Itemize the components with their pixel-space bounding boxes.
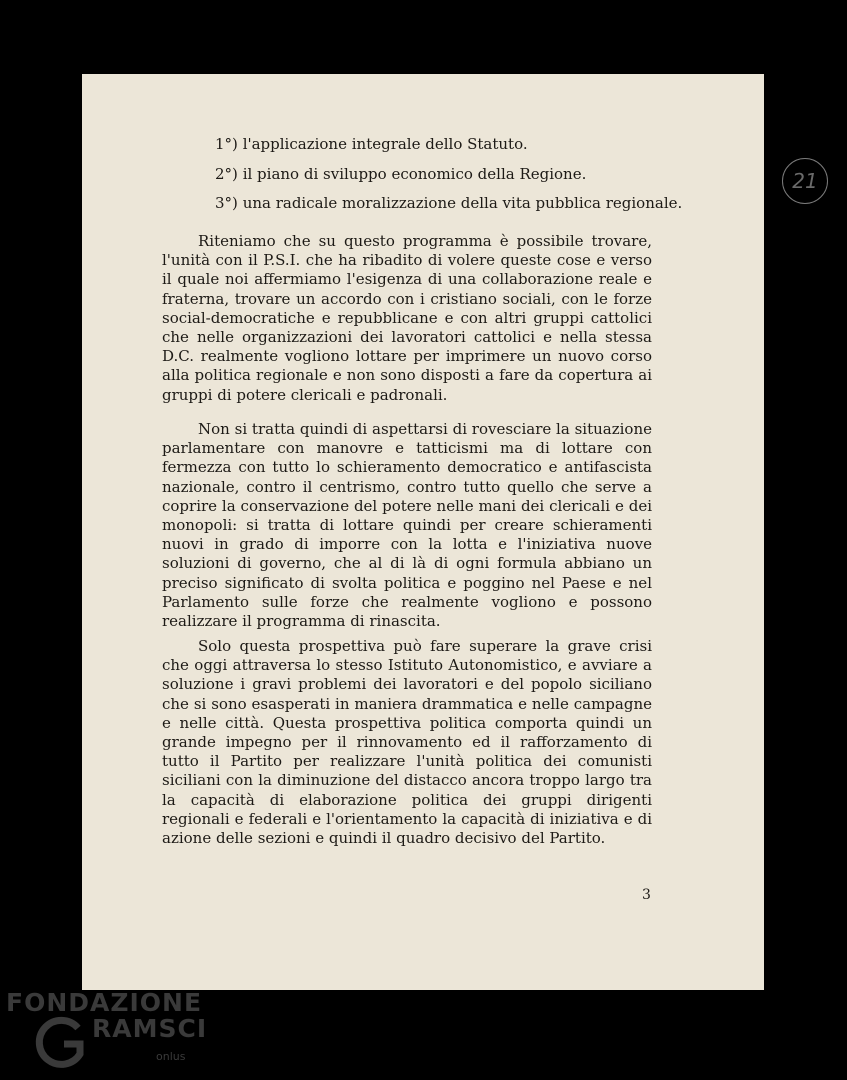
list-item-text: il piano di sviluppo economico della Regione. (242, 165, 587, 183)
paragraph-2: Non si tratta quindi di aspettarsi di rovesciare la situazione parlamentare con manovre e tatticismi ma di lottare con fermezza con tutto lo schieramento democratico e antifascista nazionale, contro il centrismo, contro tutto quello che serve a coprire la conservazione del potere nelle mani dei clericali e dei monopoli: si tratta di lottare quindi per creare schieramenti nuovi in grado di imporre con la lotta e l'iniziativa nuove soluzioni di governo, che al di là di ogni formula abbiano un preciso significato di svolta politica e poggino nel Paese e nel Parlamento sulle forze che realmente vogliono e possono realizzare il programma di rinascita. (162, 420, 652, 631)
list-item-1 (215, 134, 715, 154)
paragraph-1: Riteniamo che su questo programma è possibile trovare, l'unità con il P.S.I. che ha ribadito di volere queste cose e verso il quale noi affermiamo l'esigenza di una collaborazione reale e fraterna, trovare un accordo con i cristiano sociali, con le forze social-democratiche e repubblicane e con altri gruppi cattolici che nelle organizzazioni dei lavoratori cattolici e nella stessa D.C. realmente vogliono lottare per imprimere un nuovo corso alla politica regionale e non sono disposti a fare da copertura ai gruppi di potere clericali e padronali. (162, 232, 652, 404)
list-item-3 (215, 194, 687, 213)
list-item-text: una radicale moralizzazione della vita pubblica regionale. (242, 194, 683, 212)
logo-line1: FONDAZIONE (6, 988, 203, 1017)
list-item-number: 2°) (215, 165, 238, 183)
gramsci-g-icon (34, 1014, 90, 1070)
logo-subtitle: onlus (156, 1050, 186, 1063)
paragraph-3: Solo questa prospettiva può fare superare la grave crisi che oggi attraversa lo stesso Istituto Autonomistico, e avviare a soluzione i gravi problemi dei lavoratori e del popolo siciliano che si sono esasperati in maniera drammatica e nelle campagne e nelle città. Questa prospettiva politica comporta quindi un grande impegno per il rinnovamento ed il rafforzamento di tutto il Partito per realizzare l'unità politica dei comunisti siciliani con la diminuzione del distacco ancora troppo largo tra la capacità di elaborazione politica dei gruppi dirigenti regionali e federali e l'orientamento la capacità di iniziativa e di azione delle sezioni e quindi il quadro decisivo del Partito. (162, 637, 652, 848)
page-folio: 3 (642, 887, 651, 903)
logo-line2: RAMSCI (92, 1014, 208, 1043)
list-item-number: 1°) (215, 135, 238, 153)
list-item-number: 3°) (215, 194, 238, 212)
document-page (82, 74, 818, 990)
fondazione-gramsci-logo (6, 988, 226, 1078)
list-item-text: l'applicazione integrale dello Statuto. (242, 135, 528, 153)
handwritten-page-number: 21 (782, 158, 828, 204)
list-item-2 (215, 164, 715, 184)
